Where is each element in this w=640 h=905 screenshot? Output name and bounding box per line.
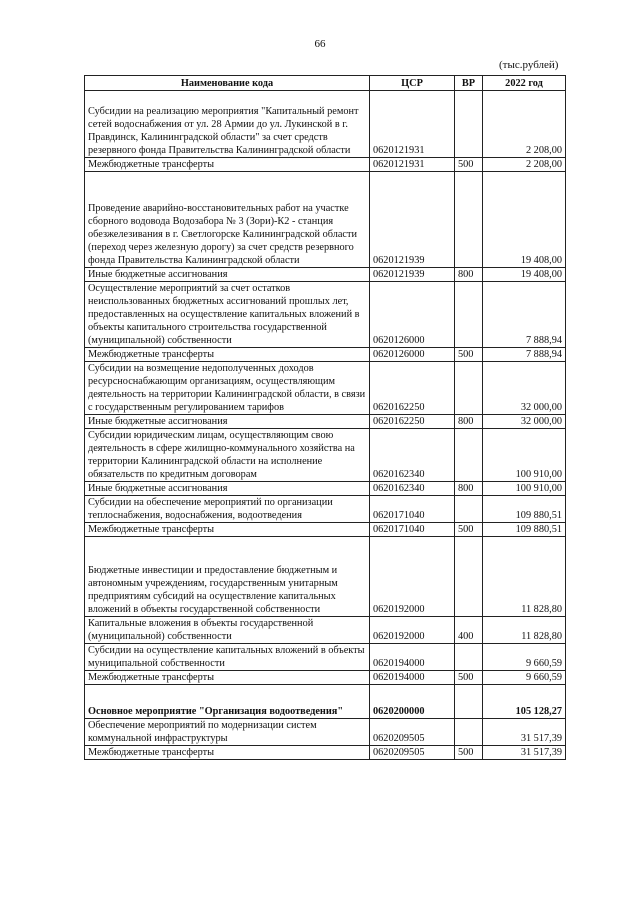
row-name: Обеспечение мероприятий по модернизации систем коммунальной инфраструктуры — [85, 719, 370, 746]
row-vr — [455, 537, 483, 617]
row-amount: 2 208,00 — [483, 158, 566, 172]
row-amount: 7 888,94 — [483, 348, 566, 362]
budget-table — [84, 75, 566, 760]
header-year: 2022 год — [483, 76, 566, 91]
page-number: 66 — [314, 38, 326, 50]
table-row — [85, 91, 566, 158]
row-amount: 32 000,00 — [483, 362, 566, 415]
row-csr: 0620209505 — [370, 719, 455, 746]
row-vr: 800 — [455, 482, 483, 496]
row-amount: 9 660,59 — [483, 644, 566, 671]
row-csr: 0620126000 — [370, 348, 455, 362]
row-vr — [455, 91, 483, 158]
row-amount: 7 888,94 — [483, 282, 566, 348]
unit-label: (тыс.рублей) — [499, 59, 559, 71]
row-amount: 109 880,51 — [483, 523, 566, 537]
row-vr — [455, 496, 483, 523]
row-csr: 0620192000 — [370, 537, 455, 617]
table-row — [85, 496, 566, 523]
row-csr: 0620209505 — [370, 746, 455, 760]
row-vr — [455, 685, 483, 719]
table-header-row — [85, 76, 566, 91]
row-amount: 19 408,00 — [483, 172, 566, 268]
row-amount: 31 517,39 — [483, 719, 566, 746]
row-csr: 0620121939 — [370, 172, 455, 268]
row-csr: 0620162340 — [370, 429, 455, 482]
row-vr — [455, 644, 483, 671]
row-name: Межбюджетные трансферты — [85, 158, 370, 172]
row-csr: 0620162250 — [370, 362, 455, 415]
table-row — [85, 644, 566, 671]
row-csr: 0620194000 — [370, 671, 455, 685]
row-name: Межбюджетные трансферты — [85, 671, 370, 685]
row-name: Межбюджетные трансферты — [85, 348, 370, 362]
row-vr — [455, 429, 483, 482]
row-vr — [455, 172, 483, 268]
table-row — [85, 282, 566, 348]
table-row — [85, 685, 566, 719]
row-name: Иные бюджетные ассигнования — [85, 415, 370, 429]
table-row — [85, 348, 566, 362]
row-amount: 100 910,00 — [483, 429, 566, 482]
row-name: Проведение аварийно-восстановительных работ на участке сборного водовода Водозабора № 3 (Зори)-К2 - станция обезжелезивания в г. Светлогорске Калининградской области (переход через железную дорогу) за счет средств резервного фонда Правительства Калининградской области — [85, 172, 370, 268]
header-csr: ЦСР — [370, 76, 455, 91]
row-name: Субсидии на обеспечение мероприятий по организации теплоснабжения, водоснабжения, водоотведения — [85, 496, 370, 523]
row-vr: 500 — [455, 746, 483, 760]
header-vr: ВР — [455, 76, 483, 91]
table-row — [85, 429, 566, 482]
table-row — [85, 482, 566, 496]
row-amount: 11 828,80 — [483, 537, 566, 617]
row-name: Иные бюджетные ассигнования — [85, 268, 370, 282]
row-vr — [455, 719, 483, 746]
table-row — [85, 268, 566, 282]
row-csr: 0620162250 — [370, 415, 455, 429]
table-row — [85, 415, 566, 429]
row-vr: 800 — [455, 268, 483, 282]
row-name: Основное мероприятие "Организация водоотведения" — [85, 685, 370, 719]
row-csr: 0620171040 — [370, 523, 455, 537]
table-row — [85, 362, 566, 415]
row-vr: 400 — [455, 617, 483, 644]
row-vr: 500 — [455, 523, 483, 537]
table-row — [85, 158, 566, 172]
table-row — [85, 746, 566, 760]
row-name: Межбюджетные трансферты — [85, 746, 370, 760]
row-name: Иные бюджетные ассигнования — [85, 482, 370, 496]
row-vr — [455, 362, 483, 415]
table-row — [85, 719, 566, 746]
row-amount: 11 828,80 — [483, 617, 566, 644]
table-row — [85, 523, 566, 537]
row-amount: 19 408,00 — [483, 268, 566, 282]
row-name: Субсидии на возмещение недополученных доходов ресурсноснабжающим организациям, осуществляющим деятельность на территории Калининградской области, в связи с государственным регулированием тарифов — [85, 362, 370, 415]
row-amount: 109 880,51 — [483, 496, 566, 523]
row-vr: 500 — [455, 348, 483, 362]
row-name: Субсидии на реализацию мероприятия "Капитальный ремонт сетей водоснабжения от ул. 28 Армии до ул. Лукинской в г. Правдинск, Калининградской области" за счет средств резервного фонда Правительства Калининградской области — [85, 91, 370, 158]
row-csr: 0620194000 — [370, 644, 455, 671]
table-row — [85, 617, 566, 644]
row-name: Осуществление мероприятий за счет остатков неиспользованных бюджетных ассигнований прошлых лет, предоставленных на осуществление капитальных вложений в объекты капитального строительства государственной (муниципальной) собственности — [85, 282, 370, 348]
row-csr: 0620126000 — [370, 282, 455, 348]
row-name: Капитальные вложения в объекты государственной (муниципальной) собственности — [85, 617, 370, 644]
table-row — [85, 172, 566, 268]
row-amount: 2 208,00 — [483, 91, 566, 158]
row-amount: 105 128,27 — [483, 685, 566, 719]
row-csr: 0620192000 — [370, 617, 455, 644]
row-amount: 100 910,00 — [483, 482, 566, 496]
table-row — [85, 671, 566, 685]
table-row — [85, 537, 566, 617]
row-csr: 0620200000 — [370, 685, 455, 719]
row-csr: 0620171040 — [370, 496, 455, 523]
row-name: Межбюджетные трансферты — [85, 523, 370, 537]
row-amount: 31 517,39 — [483, 746, 566, 760]
header-name: Наименование кода — [85, 76, 370, 91]
row-amount: 32 000,00 — [483, 415, 566, 429]
row-name: Субсидии юридическим лицам, осуществляющим свою деятельность в сфере жилищно-коммунального хозяйства на территории Калининградской области на исполнение обязательств по кредитным договорам — [85, 429, 370, 482]
row-name: Бюджетные инвестиции и предоставление бюджетным и автономным учреждениям, государственным унитарным предприятиям субсидий на осуществление капитальных вложений в объекты государственной собственности — [85, 537, 370, 617]
row-csr: 0620121931 — [370, 91, 455, 158]
row-vr: 500 — [455, 671, 483, 685]
row-csr: 0620121939 — [370, 268, 455, 282]
row-name: Субсидии на осуществление капитальных вложений в объекты муниципальной собственности — [85, 644, 370, 671]
row-csr: 0620162340 — [370, 482, 455, 496]
row-amount: 9 660,59 — [483, 671, 566, 685]
row-vr: 500 — [455, 158, 483, 172]
row-vr — [455, 282, 483, 348]
row-vr: 800 — [455, 415, 483, 429]
row-csr: 0620121931 — [370, 158, 455, 172]
